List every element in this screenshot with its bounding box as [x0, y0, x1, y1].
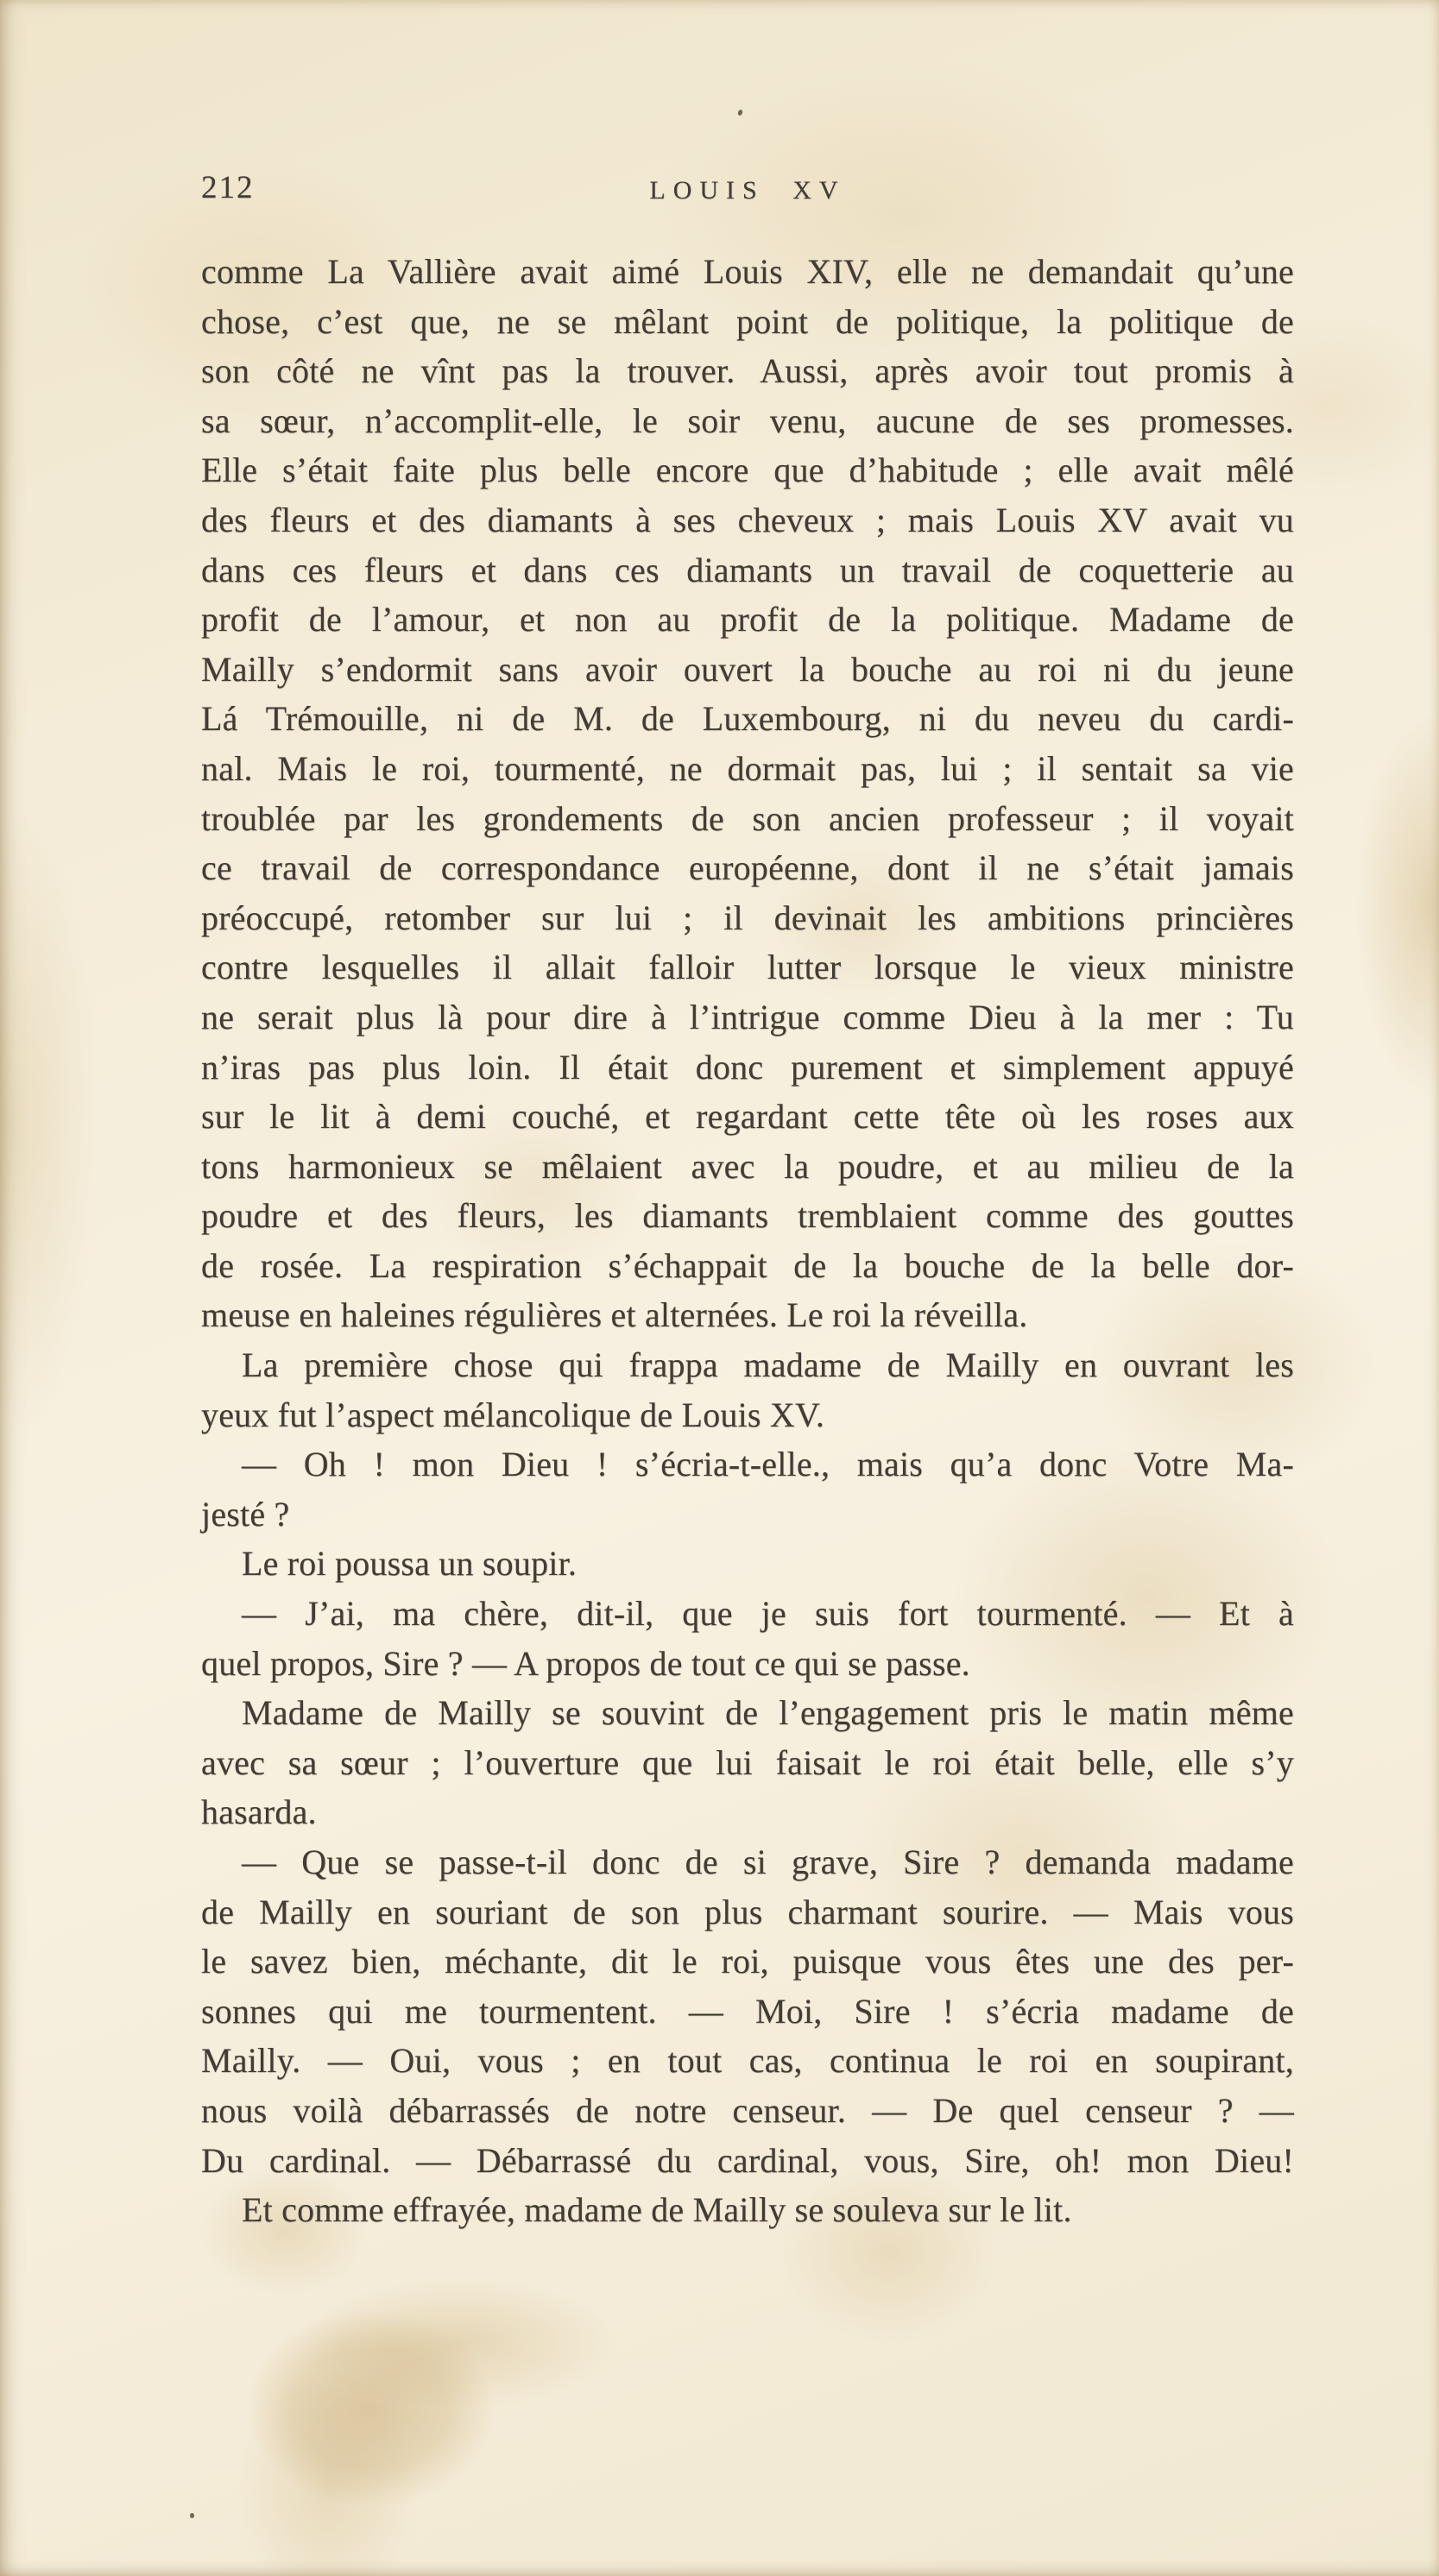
text-line: le savez bien, méchante, dit le roi, puisque vous êtes une des per-	[201, 1942, 1294, 1981]
text-line: Elle s’était faite plus belle encore que d’habitude ; elle avait mêlé	[201, 450, 1294, 490]
text-line: hasarda.	[201, 1792, 317, 1832]
text-line: Mailly s’endormit sans avoir ouvert la bouche au roi ni du jeune	[201, 649, 1294, 689]
text-line: ce travail de correspondance européenne, dont il ne s’était jamais	[201, 848, 1294, 888]
text-line: troublée par les grondements de son ancien professeur ; il voyait	[201, 798, 1294, 838]
text-line: son côté ne vînt pas la trouver. Aussi, après avoir tout promis à	[201, 351, 1294, 391]
text-line: Du cardinal. — Débarrassé du cardinal, vous, Sire, oh! mon Dieu!	[201, 2140, 1294, 2180]
ink-speck	[737, 109, 743, 116]
text-line: poudre et des fleurs, les diamants tremblaient comme des gouttes	[201, 1196, 1294, 1236]
page-number: 212	[201, 170, 255, 205]
text-line: avec sa sœur ; l’ouverture que lui faisait le roi était belle, elle s’y	[201, 1742, 1294, 1782]
text-line: — J’ai, ma chère, dit-il, que je suis fort tourmenté. — Et à	[242, 1594, 1294, 1634]
text-line: jesté ?	[201, 1494, 290, 1534]
page-text	[201, 247, 1294, 2235]
text-line: comme La Vallière avait aimé Louis XIV, elle ne demandait qu’une	[201, 252, 1294, 291]
text-line: chose, c’est que, ne se mêlant point de politique, la politique de	[201, 301, 1294, 341]
ink-speck	[190, 2513, 194, 2518]
text-line: — Que se passe-t-il donc de si grave, Sire ? demanda madame	[242, 1842, 1294, 1881]
text-line: de Mailly en souriant de son plus charmant sourire. — Mais vous	[201, 1892, 1294, 1931]
text-line: meuse en haleines régulières et alternées. Le roi la réveilla.	[201, 1295, 1028, 1335]
text-line: Et comme effrayée, madame de Mailly se souleva sur le lit.	[242, 2190, 1072, 2230]
text-line: dans ces fleurs et dans ces diamants un travail de coquetterie au	[201, 550, 1294, 589]
text-line: La première chose qui frappa madame de Mailly en ouvrant les	[242, 1345, 1294, 1385]
text-line: — Oh ! mon Dieu ! s’écria-t-elle., mais qu’a donc Votre Ma-	[242, 1445, 1294, 1484]
text-line: Lá Trémouille, ni de M. de Luxembourg, ni du neveu du cardi-	[201, 699, 1294, 739]
text-line: nal. Mais le roi, tourmenté, ne dormait pas, lui ; il sentait sa vie	[201, 748, 1294, 788]
text-line: ne serait plus là pour dire à l’intrigue comme Dieu à la mer : Tu	[201, 997, 1294, 1036]
text-line: de rosée. La respiration s’échappait de la bouche de la belle dor-	[201, 1245, 1294, 1285]
text-line: sa sœur, n’accomplit-elle, le soir venu, aucune de ses promesses.	[201, 400, 1294, 440]
text-line: profit de l’amour, et non au profit de la politique. Madame de	[201, 600, 1294, 639]
page-header	[201, 169, 1294, 212]
text-line: quel propos, Sire ? — A propos de tout ce qui se passe.	[201, 1643, 970, 1683]
text-line: nous voilà débarrassés de notre censeur. — De quel censeur ? —	[201, 2090, 1294, 2130]
text-line: sur le lit à demi couché, et regardant cette tête où les roses aux	[201, 1097, 1294, 1137]
text-line: des fleurs et des diamants à ses cheveux ; mais Louis XV avait vu	[201, 500, 1294, 539]
text-line: yeux fut l’aspect mélancolique de Louis XV.	[201, 1395, 825, 1434]
text-line: n’iras pas plus loin. Il était donc purement et simplement appuyé	[201, 1047, 1294, 1086]
text-line: Madame de Mailly se souvint de l’engagement pris le matin même	[242, 1693, 1294, 1733]
text-line: préoccupé, retomber sur lui ; il devinait les ambitions princières	[201, 898, 1294, 937]
running-title: LOUIS XV	[649, 176, 846, 205]
text-line: sonnes qui me tourmentent. — Moi, Sire ! s’écria madame de	[201, 1991, 1294, 2031]
text-line: contre lesquelles il allait falloir lutter lorsque le vieux ministre	[201, 948, 1294, 987]
text-line: Le roi poussa un soupir.	[242, 1544, 577, 1584]
text-line: tons harmonieux se mêlaient avec la poudre, et au milieu de la	[201, 1146, 1294, 1186]
text-line: Mailly. — Oui, vous ; en tout cas, continua le roi en soupirant,	[201, 2041, 1294, 2081]
